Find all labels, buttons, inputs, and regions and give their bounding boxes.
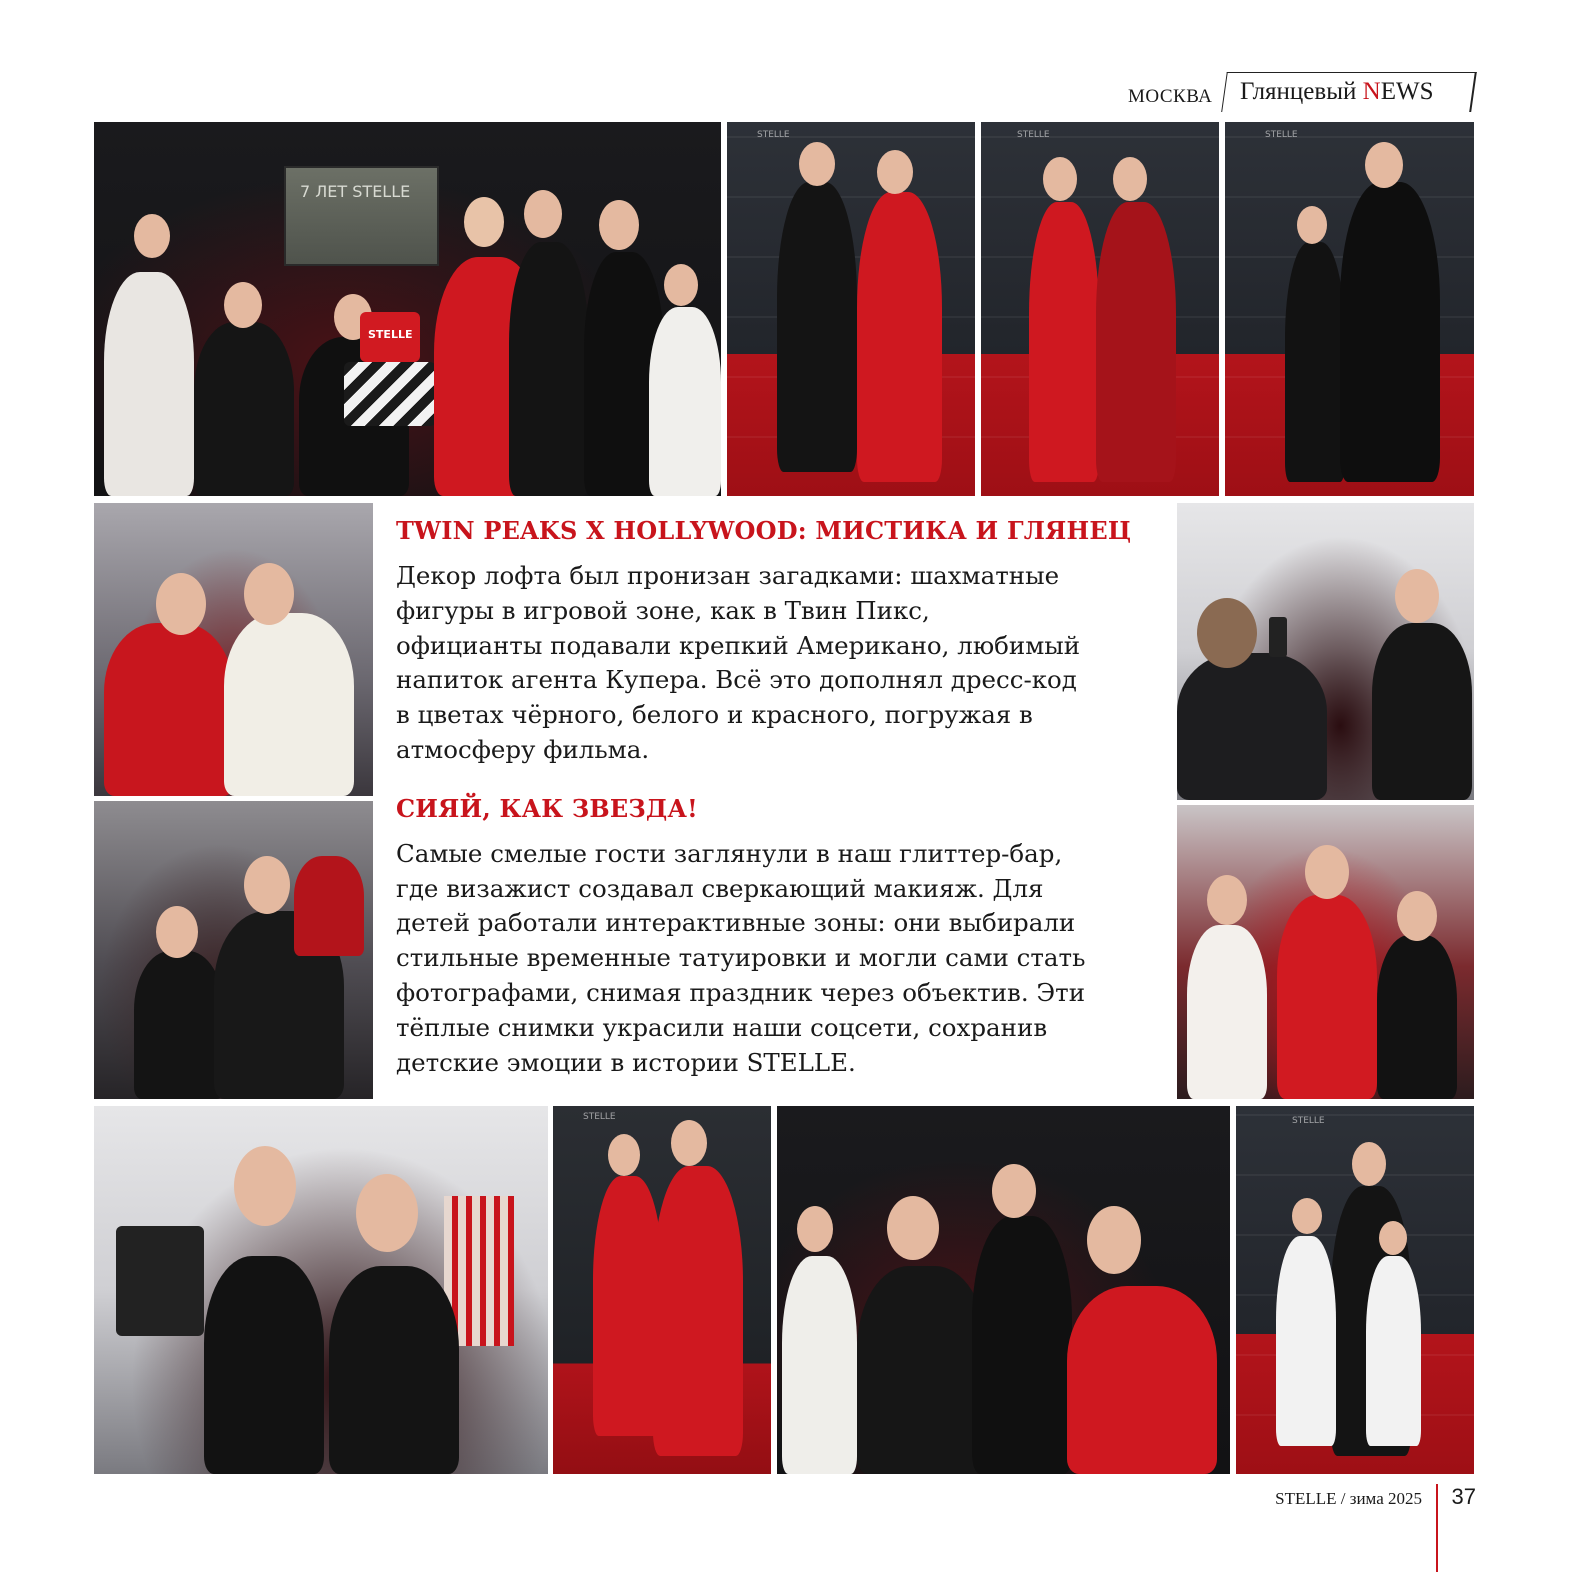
guest-head [664,264,698,306]
wall-logo: STELLE [1292,1116,1325,1126]
wall-logo: STELLE [583,1112,616,1122]
guest-head [356,1174,418,1252]
rubric-title [1240,78,1433,106]
section-body [396,559,1166,768]
rubric-prefix: Глянцевый [1240,78,1363,105]
guest-figure [857,192,942,482]
photo-two-girls [94,503,373,796]
guest-figure [224,613,354,796]
text-line: стильные временные татуировки и могли сами стать [396,943,1086,973]
guest-head [1379,1221,1407,1255]
guest-figure [857,1266,987,1474]
footer-issue [1275,1489,1422,1509]
text-line: в цветах чёрного, белого и красного, погружая в [396,700,1033,730]
guest-head [1043,157,1077,201]
photo-wall-pair-3 [1225,122,1474,496]
guest-figure [1366,1256,1421,1446]
guest-head [608,1134,640,1176]
wall-logo: STELLE [1017,130,1050,140]
photo-wall-family [1236,1106,1474,1474]
photo-wall-pair-2 [981,122,1219,496]
wall-logo: STELLE [757,130,790,140]
guest-head [992,1164,1036,1218]
section-twin-peaks [396,516,1166,768]
rubric-suffix: EWS [1380,78,1434,105]
guest-figure [1177,653,1327,800]
guest-figure [104,272,194,496]
guest-figure [1187,925,1267,1099]
guest-head [244,563,294,625]
footer-magazine: STELLE [1275,1489,1337,1508]
guest-figure [509,242,589,496]
guest-head [1292,1198,1322,1234]
guest-head [1113,157,1147,201]
text-line: детские эмоции в истории STELLE. [396,1047,856,1077]
text-line: Декор лофта был пронизан загадками: шахматные [396,561,1060,590]
guest-head [134,214,170,258]
guest-head [224,282,262,328]
text-line: напиток агента Купера. Всё это дополнял дресс-код [396,665,1077,695]
event-screen [284,166,439,266]
text-line: где визажист создавал сверкающий макияж. Для [396,873,1044,903]
text-line: атмосферу фильма. [396,734,650,764]
guest-head [1087,1206,1141,1274]
guest-figure [1285,242,1345,482]
guest-figure [1277,895,1377,1099]
text-line: фигуры в игровой зоне, как в Твин Пикс, [396,595,930,625]
guest-figure [653,1166,743,1456]
wall-logo: STELLE [1265,130,1298,140]
cake-bottom-tier [344,362,436,426]
guest-figure [782,1256,857,1474]
cake-top-tier [360,312,420,362]
photo-wall-pair-1 [727,122,975,496]
text-line: детей работали интерактивные зоны: они выбирали [396,908,1076,938]
text-line: официанты подавали крепкий Американо, любимый [396,630,1081,660]
guest-head [244,856,290,914]
section-body [396,837,1166,1081]
section-heading: СИЯЙ, КАК ЗВЕЗДА! [396,793,698,823]
guest-figure [134,951,224,1099]
cake-label: STELLE [368,328,413,341]
guest-figure [1340,182,1440,482]
footer-season: / зима 2025 [1340,1489,1422,1508]
guest-head [1297,206,1327,244]
footer-divider [1436,1484,1438,1572]
section-heading: TWIN PEAKS X HOLLYWOOD: МИСТИКА И ГЛЯНЕЦ [396,516,1132,545]
event-screen-text: 7 ЛЕТ STELLE [300,182,411,201]
smartphone [1269,617,1287,657]
photo-wall-pair-4 [553,1106,771,1474]
photo-mother-daughters [1177,805,1474,1099]
page-number: 37 [1451,1484,1476,1509]
guest-figure [1372,623,1472,800]
photo-cake-ceremony [94,122,721,496]
text-line: Самые смелые гости заглянули в наш глиттер-бар, [396,838,1063,868]
guest-head [1197,598,1257,668]
guest-figure [1029,202,1099,482]
guest-head [156,906,198,958]
guest-head [1352,1142,1386,1186]
photo-phone-selfie [1177,503,1474,800]
guest-head [234,1146,296,1226]
guest-head [799,142,835,186]
section-shine [396,794,1166,1081]
text-line: фотографами, снимая праздник через объектив. Эти [396,977,1086,1007]
guest-figure [1067,1286,1217,1474]
photo-seated-guests [94,801,373,1099]
guest-head [797,1206,833,1252]
guest-head [1397,891,1437,941]
guest-figure [1377,935,1457,1099]
article-text [396,516,1166,1080]
photo-dancing-guests [777,1106,1230,1474]
guest-head [1305,845,1349,899]
guest-figure [204,1256,324,1474]
rubric-accent-letter: N [1362,78,1381,105]
page-header [1120,72,1480,114]
guest-figure [294,856,364,956]
guest-head [671,1120,707,1166]
city-label: МОСКВА [1128,86,1213,107]
guest-head [877,150,913,194]
guest-figure [1276,1236,1336,1446]
guest-figure [104,623,234,796]
guest-figure [1096,202,1176,482]
guest-figure [972,1216,1072,1474]
text-line: тёплые снимки украсили наши соцсети, сохранив [396,1012,1048,1042]
guest-head [599,200,639,250]
guest-figure [329,1266,459,1474]
guest-figure [777,182,857,472]
guest-figure [194,322,294,496]
guest-head [887,1196,939,1260]
guest-head [156,573,206,635]
guest-head [524,190,562,238]
guest-figure [649,307,721,496]
guest-head [464,197,504,247]
handbag [116,1226,204,1336]
layered-cake [344,312,434,432]
guest-head [1395,569,1439,623]
guest-head [1365,142,1403,188]
photo-popcorn-girls [94,1106,548,1474]
page-footer [1182,1484,1482,1514]
guest-head [1207,875,1247,925]
